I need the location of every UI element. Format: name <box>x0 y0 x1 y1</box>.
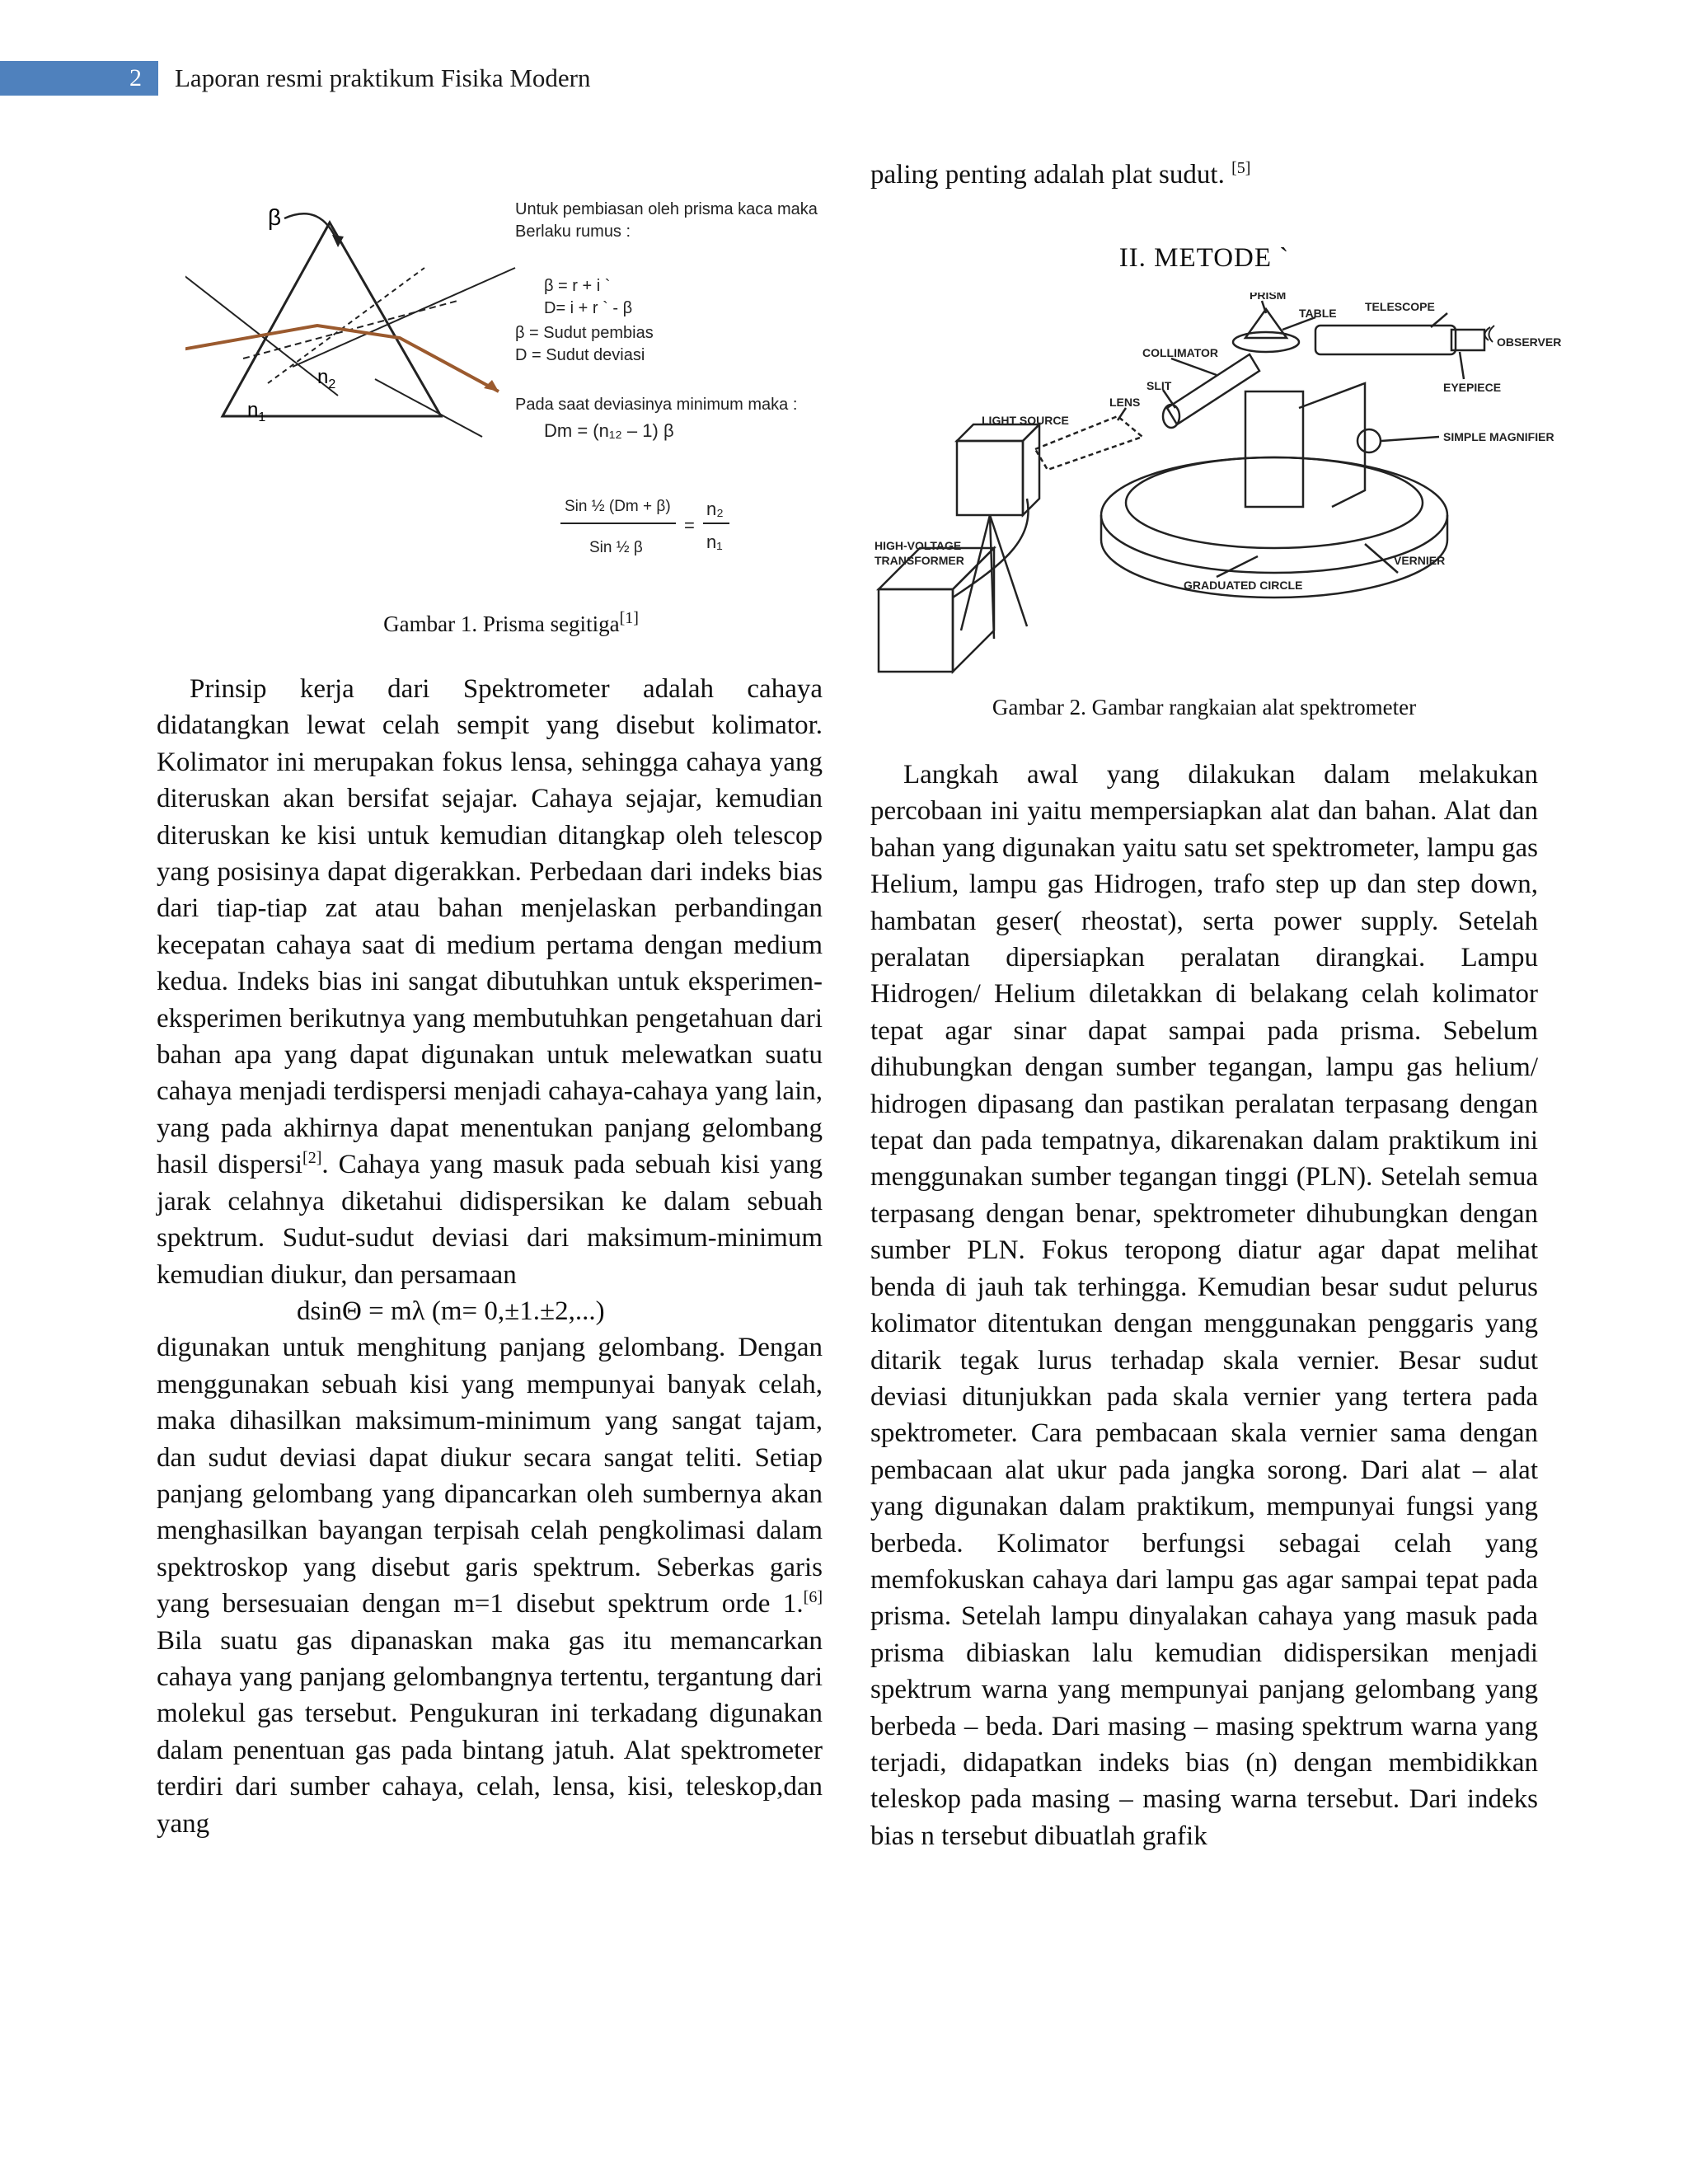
simple-magnifier-glass <box>1357 429 1381 452</box>
label-hv-line2: TRANSFORMER <box>874 554 964 567</box>
figure-1-caption-ref: [1] <box>619 609 639 627</box>
figure-2-caption: Gambar 2. Gambar rangkaian alat spektrometer <box>992 695 1417 719</box>
notes-equals: = <box>684 515 695 536</box>
figure-2-spectrometer <box>870 293 1563 680</box>
label-lens: LENS <box>1109 396 1141 409</box>
right-top-line <box>870 157 1538 193</box>
tripod-leg-1 <box>961 515 990 630</box>
emergent-extension <box>375 379 482 437</box>
label-vernier: VERNIER <box>1394 554 1446 567</box>
spectrometer-diagram-svg <box>870 293 1563 680</box>
notes-eq3: β = Sudut pembias <box>515 324 654 342</box>
figure-1-prism <box>185 185 837 598</box>
notes-line3: Pada saat deviasinya minimum maka : <box>515 396 798 414</box>
leader-collimator <box>1171 359 1217 375</box>
label-simple-magnifier: SIMPLE MAGNIFIER <box>1443 430 1554 443</box>
left-p2-text-a: digunakan untuk menghitung panjang gelombang. Dengan menggunakan sebuah kisi yang mempunyai banyak celah, maka dihasilkan maksimum-minimum yang sangat tajam, dan sudut deviasi dapat diukur secara sangat teliti. Setiap panjang gelombang yang dipancarkan oleh sumbernya akan menghasilkan bayangan terpisah celah pengkolimasi dalam spektroskop yang disebut garis spektrum. Seberkas garis yang bersesuaian dengan m=1 disebut spektrum orde 1. <box>157 1333 823 1619</box>
telescope-support <box>1299 383 1365 507</box>
label-table: TABLE <box>1299 307 1337 320</box>
notes-frac-num: Sin ½ (Dm + β) <box>565 498 671 515</box>
light-ray <box>185 326 499 391</box>
notes-eq1: β = r + i ` <box>544 277 611 295</box>
left-column <box>157 671 823 1842</box>
grating-equation: dsinΘ = mλ (m= 0,±1.±2,...) <box>297 1296 605 1326</box>
notes-line2: Berlaku rumus : <box>515 223 631 241</box>
light-source-top <box>957 424 1039 441</box>
prism-notes <box>515 200 818 556</box>
label-observer: OBSERVER <box>1497 335 1562 349</box>
leader-eyepiece <box>1460 352 1464 379</box>
notes-eq2: D= i + r ` - β <box>544 299 633 317</box>
transformer-front <box>879 589 953 672</box>
left-p1-text-a: Prinsip kerja dari Spektrometer adalah cahaya didatangkan lewat celah sempit yang disebut kolimator. Kolimator ini merupakan fokus lensa, sehingga cahaya yang diteruskan akan bersifat sejajar. Cahaya sejajar, kemudian diteruskan ke kisi untuk kemudian ditangkap oleh telescop yang posisinya dapat digerakkan. Perbedaan dari indeks bias dari tiap-tiap zat atau bahan menjelaskan perbandingan kecepatan cahaya saat di medium pertama dengan medium kedua. Indeks bias ini sangat dibutuhkan untuk eksperimen-eksperimen berikutnya yang membutuhkan pengetahuan dari bahan apa yang dapat digunakan untuk melewatkan suatu cahaya menjadi terdispersi menjadi cahaya-cahaya yang lain, yang pada akhirnya dapat menentukan panjang gelombang hasil dispersi <box>157 674 823 1180</box>
right-column <box>870 757 1538 1854</box>
tripod-leg-3 <box>990 515 1027 626</box>
section-heading-metode: II. METODE ` <box>1118 243 1290 273</box>
leader-magnifier <box>1381 437 1439 441</box>
observer-eye-icon <box>1484 326 1494 342</box>
beta-arc <box>284 213 338 243</box>
left-p2-text-b: Bila suatu gas dipanaskan maka gas itu memancarkan cahaya yang panjang gelombangnya tertentu, tergantung dari molekul gas tersebut. Pengukuran ini terkadang digunakan dalam penentuan gas pada bintang jatuh. Alat spektrometer terdiri dari sumber cahaya, celah, lensa, kisi, teleskop,dan yang <box>157 1625 823 1839</box>
prism-table <box>1233 332 1299 352</box>
notes-line1: Untuk pembiasan oleh prisma kaca maka <box>515 200 818 218</box>
normal-line-left <box>185 264 338 396</box>
label-graduated-circle: GRADUATED CIRCLE <box>1184 579 1303 592</box>
right-paragraph-1: Langkah awal yang dilakukan dalam melakukan percobaan ini yaitu mempersiapkan alat dan bahan. Alat dan bahan yang digunakan yaitu satu set spektrometer, lampu gas Helium, lampu gas Hidrogen, trafo step up dan step down, hambatan geser( rheostat), serta power supply. Setelah peralatan dipersiapkan peralatan dirangkai. Lampu Hidrogen/ Helium diletakkan di belakang celah kolimator tepat agar sinar dapat sampai pada prisma. Sebelum dihubungkan dengan sumber tegangan, lampu gas helium/ hidrogen dipasang dan pastikan peralatan terpasang dengan tepat dan pada tempatnya, dikarenakan dalam praktikum ini menggunakan sumber tegangan tinggi (PLN). Setelah semua terpasang dengan benar, spektrometer dihubungkan dengan sumber PLN. Fokus teropong diatur agar dapat melihat benda di jauh tak terhingga. Kemudian besar sudut pelurus kolimator ditentukan dengan menggunakan penggaris yang ditarik tegak lurus terhadap skala vernier. Besar sudut deviasi ditunjukkan pada skala vernier yang tertera pada spektrometer. Cara pembacaan skala vernier sama dengan pembacaan alat ukur pada jangka sorong. Dari alat – alat yang digunakan dalam praktikum, mempunyai fungsi yang berbeda. Kolimator berfungsi sebagai celah yang memfokuskan cahaya dari lampu gas agar sampai tepat pada prisma. Setelah lampu dinyalakan cahaya yang masuk pada prisma dibiaskan lalu kemudian didispersikan menjadi spektrum warna yang mempunyai panjang gelombang yang berbeda – beda. Dari masing – masing spektrum warna yang terjadi, didapatkan indeks bias (n) dengan membidikkan teleskop pada masing – masing warna tersebut. Dari indeks bias n tersebut dibuatlah grafik <box>870 760 1538 1851</box>
label-telescope: TELESCOPE <box>1365 300 1435 313</box>
leader-graduated-circle <box>1217 556 1258 577</box>
notes-frac-den: Sin ½ β <box>589 539 643 556</box>
notes-rhs-num: n₂ <box>706 499 724 519</box>
label-beta: β <box>268 204 282 230</box>
right-top-ref: [5] <box>1231 159 1251 177</box>
light-source-side <box>1023 424 1039 515</box>
label-n1: $n_1$ <box>247 399 266 424</box>
label-hv-line1: HIGH-VOLTAGE <box>874 539 962 552</box>
left-paragraph-1 <box>157 671 823 1293</box>
label-eyepiece: EYEPIECE <box>1443 381 1502 394</box>
notes-rhs-den: n₁ <box>706 532 723 552</box>
leader-vernier <box>1365 544 1398 573</box>
deviation-line <box>268 268 424 383</box>
figure-1-caption-text: Gambar 1. Prisma segitiga <box>383 612 620 636</box>
label-n2: $n_2$ <box>317 366 336 391</box>
running-header: Laporan resmi praktikum Fisika Modern <box>175 63 591 92</box>
right-top-text: paling penting adalah plat sudut. <box>870 160 1225 190</box>
notes-eq5: Dm = (n₁₂ – 1) β <box>544 420 674 441</box>
label-prism: PRISM <box>1250 293 1287 302</box>
label-slit: SLIT <box>1146 379 1172 392</box>
label-collimator: COLLIMATOR <box>1142 346 1219 359</box>
central-post <box>1245 391 1303 507</box>
left-p1-ref: [2] <box>302 1149 322 1168</box>
left-paragraph-2 <box>157 1329 823 1842</box>
graduated-circle-inner <box>1126 457 1423 548</box>
figure-1-caption <box>185 609 837 637</box>
left-p1-text-b: . Cahaya yang masuk pada sebuah kisi yang jarak celahnya diketahui didispersikan ke dalam sebuah spektrum. Sudut-sudut deviasi dari maksimum-minimum kemudian diukur, dan persamaan <box>157 1150 823 1290</box>
light-source-box <box>957 441 1023 515</box>
right-top-paragraph <box>870 157 1538 193</box>
page-number: 2 <box>0 61 158 96</box>
left-p2-ref: [6] <box>803 1588 823 1607</box>
label-light-source: LIGHT SOURCE <box>982 414 1069 427</box>
notes-eq4: D = Sudut deviasi <box>515 346 645 364</box>
prism-diagram-svg <box>185 185 837 598</box>
telescope-tube <box>1315 326 1456 354</box>
